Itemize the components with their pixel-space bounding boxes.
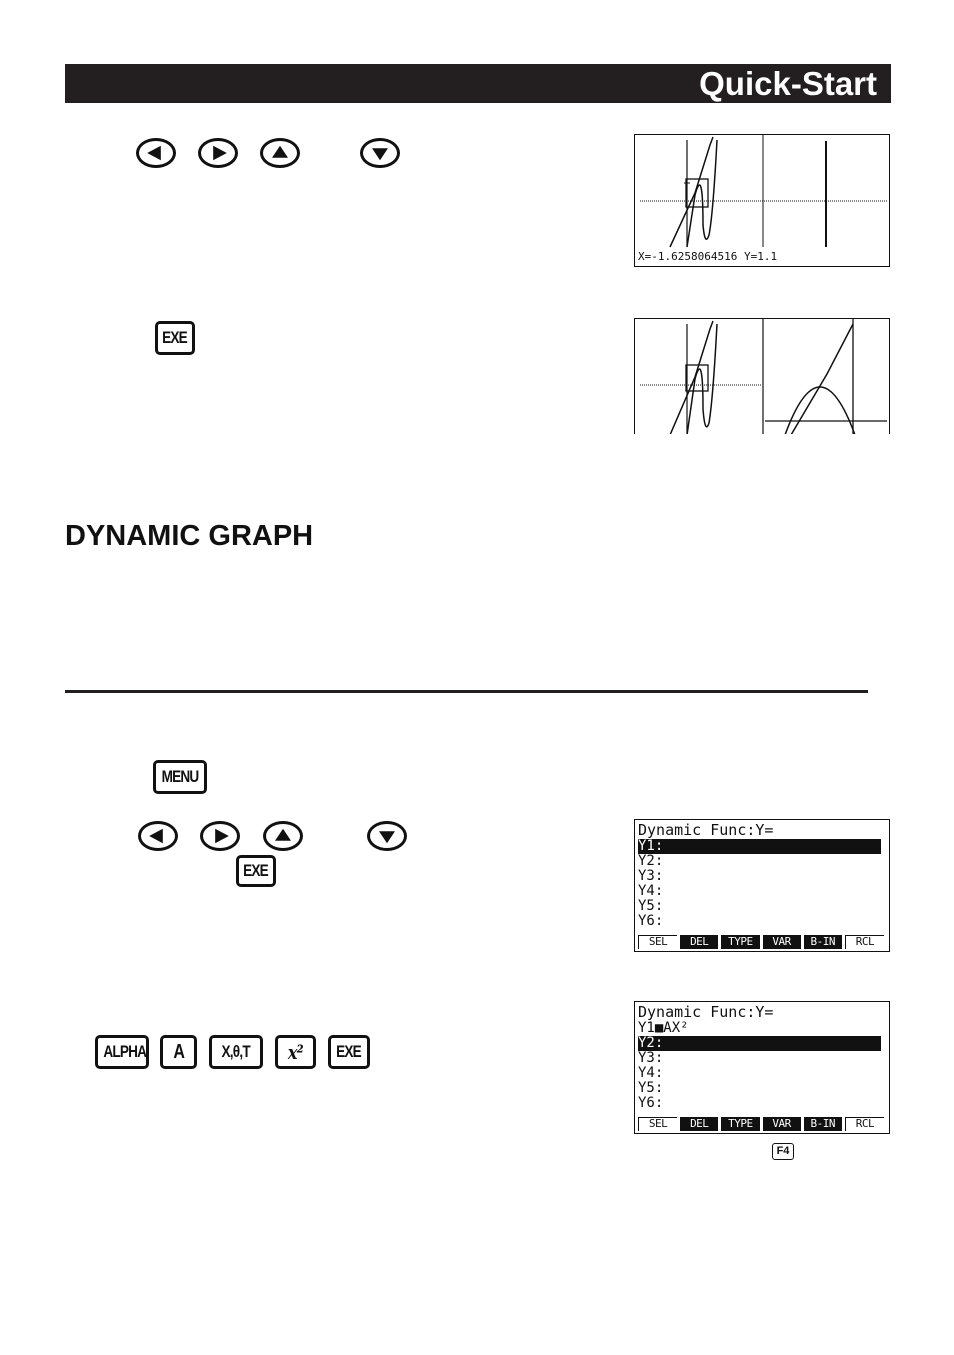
left-arrow-key-icon <box>138 821 178 851</box>
section-title: DYNAMIC GRAPH <box>65 520 314 552</box>
fkey-var: VAR <box>763 935 801 949</box>
alpha-key: ALPHA <box>95 1035 149 1069</box>
list-item: Y4: <box>638 883 664 899</box>
up-arrow-key-icon <box>260 138 300 168</box>
a-key: A <box>160 1035 197 1069</box>
x-theta-t-key: X,θ,T <box>209 1035 263 1069</box>
fkey-type: TYPE <box>721 935 759 949</box>
menu-key: MENU <box>153 760 207 794</box>
down-arrow-key-icon <box>367 821 407 851</box>
list-item: Y1■AX² <box>638 1020 689 1036</box>
graph-screen-dual <box>634 318 890 434</box>
coordinate-readout: X=-1.6258064516 Y=1.1 <box>638 250 778 263</box>
list-item: Y6: <box>638 913 664 929</box>
header-bar <box>65 64 891 103</box>
screen-title: Dynamic Func:Y= <box>638 1003 774 1021</box>
x-squared-key: x² <box>275 1035 316 1069</box>
f4-key: F4 <box>772 1143 794 1160</box>
list-item: Y5: <box>638 1080 664 1096</box>
fkey-rcl: RCL <box>845 935 884 949</box>
list-item: Y3: <box>638 1050 664 1066</box>
function-key-bar <box>638 1117 884 1131</box>
list-item: Y3: <box>638 868 664 884</box>
list-item: Y6: <box>638 1095 664 1111</box>
fkey-var: VAR <box>763 1117 801 1131</box>
right-arrow-key-icon <box>200 821 240 851</box>
divider <box>65 690 868 693</box>
fkey-b-in: B-IN <box>804 1117 842 1131</box>
function-key-bar <box>638 935 884 949</box>
up-arrow-key-icon <box>263 821 303 851</box>
fkey-type: TYPE <box>721 1117 759 1131</box>
down-arrow-key-icon <box>360 138 400 168</box>
list-item: Y4: <box>638 1065 664 1081</box>
exe-key: EXE <box>328 1035 370 1069</box>
list-item: Y1: <box>638 839 881 854</box>
page-title: Quick-Start <box>699 65 877 102</box>
right-arrow-key-icon <box>198 138 238 168</box>
left-arrow-key-icon <box>136 138 176 168</box>
fkey-sel: SEL <box>638 1117 677 1131</box>
fkey-sel: SEL <box>638 935 677 949</box>
dynamic-func-screen <box>634 819 890 952</box>
fkey-del: DEL <box>680 1117 718 1131</box>
exe-key: EXE <box>236 855 276 887</box>
dynamic-func-screen-entered <box>634 1001 890 1134</box>
fkey-b-in: B-IN <box>804 935 842 949</box>
fkey-del: DEL <box>680 935 718 949</box>
list-item: Y2: <box>638 1036 881 1051</box>
fkey-rcl: RCL <box>845 1117 884 1131</box>
graph-screen-trace <box>634 134 890 267</box>
screen-title: Dynamic Func:Y= <box>638 821 774 839</box>
exe-key: EXE <box>155 321 195 355</box>
list-item: Y5: <box>638 898 664 914</box>
list-item: Y2: <box>638 853 664 869</box>
